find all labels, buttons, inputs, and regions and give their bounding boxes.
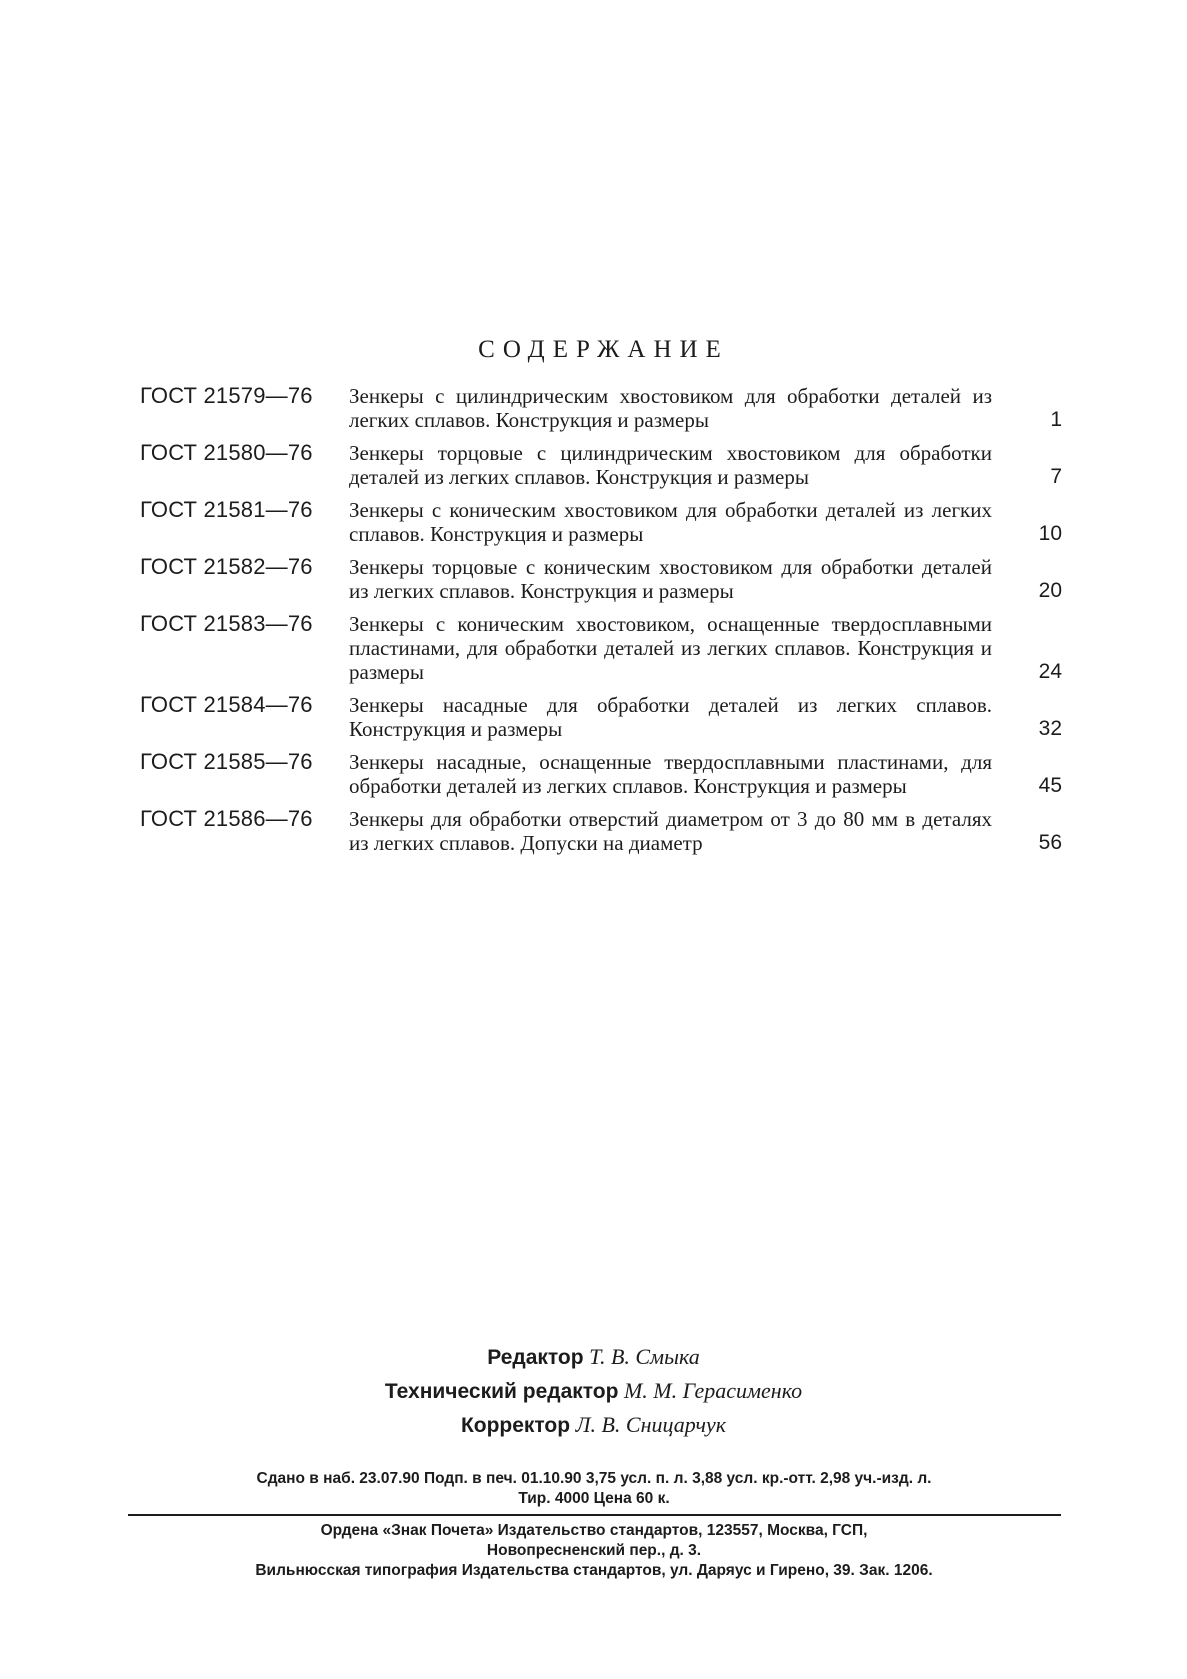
publisher-line: Новопресненский пер., д. 3. <box>486 1542 702 1559</box>
toc-page-number: 24 <box>1038 660 1062 683</box>
table-of-contents <box>136 384 1071 864</box>
toc-entry <box>136 441 1071 489</box>
toc-entry <box>136 750 1071 798</box>
toc-page-number: 45 <box>1038 774 1062 797</box>
toc-entry-title: Зенкеры торцовые с цилиндрическим хвостовиком для обработки деталей из легких сплавов. Конструкция и размеры <box>349 441 992 489</box>
corrector-line <box>0 1408 1187 1442</box>
toc-standard-code: ГОСТ 21581—76 <box>140 497 313 522</box>
publisher-info <box>124 1521 1064 1581</box>
toc-page-number: 7 <box>1050 465 1062 488</box>
divider <box>128 1514 1061 1516</box>
technical-editor-name: М. М. Герасименко <box>623 1378 803 1403</box>
toc-page-number: 56 <box>1038 831 1062 854</box>
toc-standard-code: ГОСТ 21580—76 <box>140 440 313 465</box>
toc-entry-title: Зенкеры с коническим хвостовиком для обработки деталей из легких сплавов. Конструкция и размеры <box>349 498 992 546</box>
toc-page-number: 10 <box>1038 522 1062 545</box>
toc-standard-code: ГОСТ 21583—76 <box>140 611 313 636</box>
print-imprint <box>124 1469 1064 1509</box>
editor-role: Редактор <box>487 1346 584 1369</box>
toc-entry <box>136 693 1071 741</box>
editor-name: Т. В. Смыка <box>589 1344 700 1369</box>
toc-page-number: 1 <box>1050 408 1062 431</box>
technical-editor-role: Технический редактор <box>384 1380 619 1403</box>
credits-block <box>0 1340 1187 1442</box>
toc-standard-code: ГОСТ 21584—76 <box>140 692 313 717</box>
toc-standard-code: ГОСТ 21585—76 <box>140 749 313 774</box>
contents-heading: СОДЕРЖАНИЕ <box>478 336 729 363</box>
toc-entry <box>136 384 1071 432</box>
toc-standard-code: ГОСТ 21579—76 <box>140 383 313 408</box>
toc-entry <box>136 807 1071 855</box>
technical-editor-line <box>0 1374 1187 1408</box>
corrector-name: Л. В. Сницарчук <box>575 1412 727 1437</box>
toc-entry-title: Зенкеры для обработки отверстий диаметром от 3 до 80 мм в деталях из легких сплавов. Допуски на диаметр <box>349 807 992 855</box>
toc-standard-code: ГОСТ 21586—76 <box>140 806 313 831</box>
toc-entry-title: Зенкеры с цилиндрическим хвостовиком для обработки деталей из легких сплавов. Конструкция и размеры <box>349 384 992 432</box>
editor-line <box>0 1340 1187 1374</box>
toc-entry <box>136 498 1071 546</box>
publisher-line: Ордена «Знак Почета» Издательство стандартов, 123557, Москва, ГСП, <box>320 1522 868 1539</box>
toc-entry <box>136 612 1071 684</box>
printer-line: Вильнюсская типография Издательства стандартов, ул. Даряус и Гирено, 39. Зак. 1206. <box>255 1562 933 1579</box>
toc-standard-code: ГОСТ 21582—76 <box>140 554 313 579</box>
toc-page-number: 20 <box>1038 579 1062 602</box>
toc-entry-title: Зенкеры насадные для обработки деталей из легких сплавов. Конструкция и размеры <box>349 693 992 741</box>
corrector-role: Корректор <box>460 1414 571 1437</box>
toc-entry <box>136 555 1071 603</box>
toc-entry-title: Зенкеры с коническим хвостовиком, оснащенные твердосплавными пластинами, для обработки деталей из легких сплавов. Конструкция и размеры <box>349 612 992 684</box>
imprint-line: Сдано в наб. 23.07.90 Подп. в печ. 01.10.90 3,75 усл. п. л. 3,88 усл. кр.-отт. 2,98 уч.-изд. л. <box>256 1470 932 1487</box>
toc-page-number: 32 <box>1038 717 1062 740</box>
imprint-line: Тир. 4000 Цена 60 к. <box>518 1490 670 1507</box>
toc-entry-title: Зенкеры торцовые с коническим хвостовиком для обработки деталей из легких сплавов. Конструкция и размеры <box>349 555 992 603</box>
toc-entry-title: Зенкеры насадные, оснащенные твердосплавными пластинами, для обработки деталей из легких сплавов. Конструкция и размеры <box>349 750 992 798</box>
